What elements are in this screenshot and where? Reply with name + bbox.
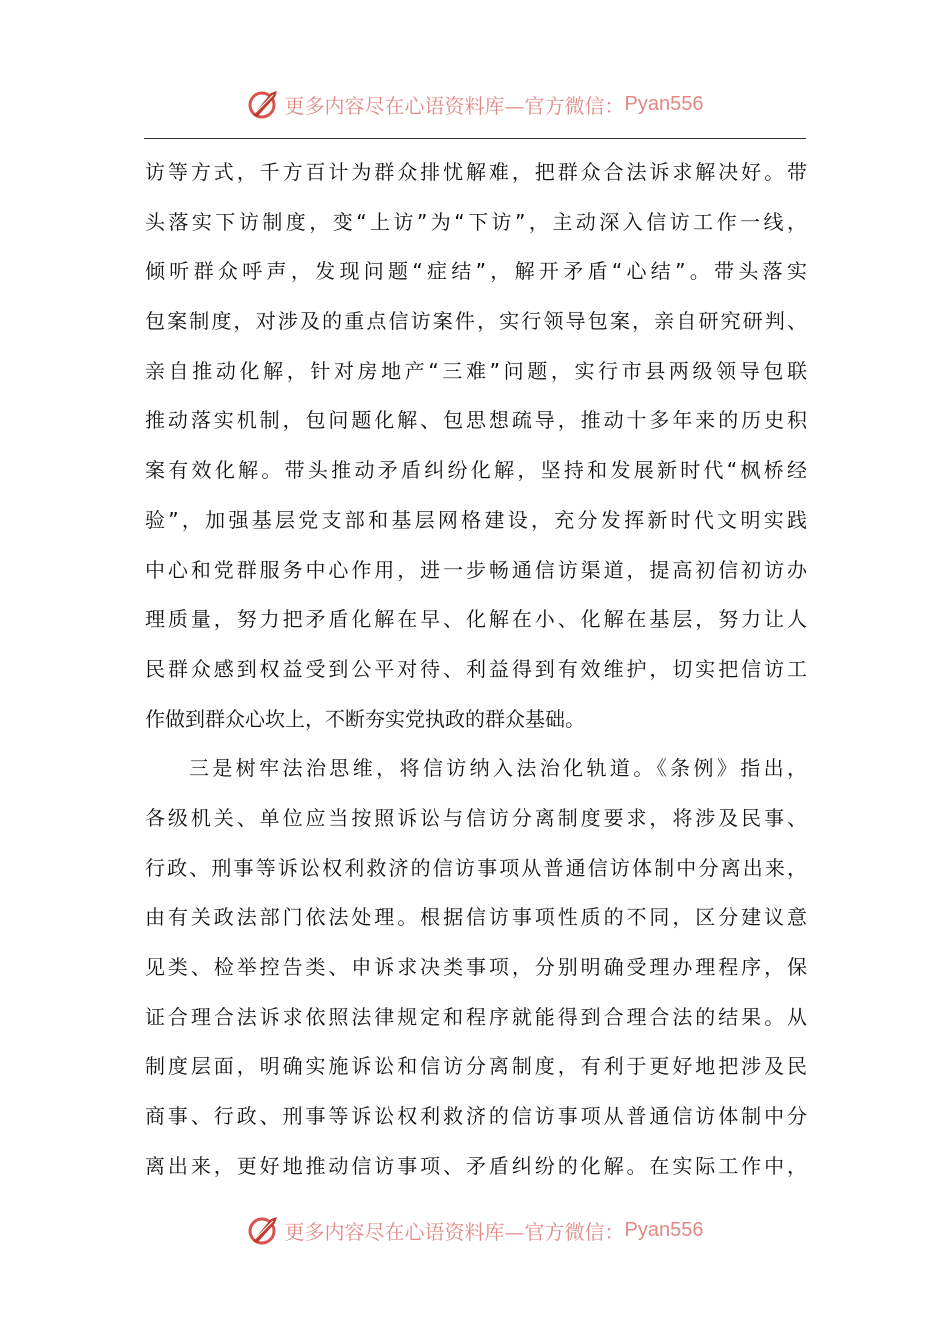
- text-line: 理质量，努力把矛盾化解在早、化解在小、化解在基层，努力让人: [145, 607, 807, 632]
- pen-logo-icon: [247, 87, 281, 121]
- text-line: 行政、刑事等诉讼权利救济的信访事项从普通信访体制中分离出来，: [145, 855, 807, 880]
- text-line: 亲自推动化解，针对房地产“三难”问题，实行市县两级领导包联: [145, 358, 807, 383]
- text-line: 证合理合法诉求依照法律规定和程序就能得到合理合法的结果。从: [145, 1004, 807, 1029]
- text-line: 案有效化解。带头推动矛盾纠纷化解，坚持和发展新时代“枫桥经: [145, 458, 807, 483]
- text-line: 见类、检举控告类、申诉求决类事项，分别明确受理办理程序，保: [145, 955, 807, 979]
- text-line: 推动落实机制，包问题化解、包思想疏导，推动十多年来的历史积: [145, 408, 807, 433]
- text-line: 各级机关、单位应当按照诉讼与信访分离制度要求，将涉及民事、: [145, 805, 807, 830]
- pen-logo-icon: [247, 1213, 281, 1247]
- header-wechat-id: Pyan556: [624, 92, 704, 115]
- text-line: 中心和党群服务中心作用，进一步畅通信访渠道，提高初信初访办: [145, 557, 807, 582]
- text-line: 头落实下访制度，变“上访”为“下访”，主动深入信访工作一线，: [145, 209, 807, 234]
- text-line: 民群众感到权益受到公平对待、利益得到有效维护，切实把信访工: [145, 656, 807, 681]
- text-line: 验”，加强基层党支部和基层网格建设，充分发挥新时代文明实践: [145, 507, 807, 532]
- text-line: 包案制度，对涉及的重点信访案件，实行领导包案，亲自研究研判、: [145, 309, 807, 334]
- footer-text: 更多内容尽在心语资料库—官方微信：: [284, 1219, 625, 1244]
- text-line: 作做到群众心坎上，不断夯实党执政的群众基础。: [145, 706, 585, 731]
- text-line: 访等方式，千方百计为群众排忧解难，把群众合法诉求解决好。带: [145, 160, 807, 184]
- document-body: [145, 152, 807, 1195]
- footer-banner: [0, 1210, 950, 1250]
- header-banner: [0, 84, 950, 124]
- text-line: 商事、行政、刑事等诉讼权利救济的信访事项从普通信访体制中分: [145, 1104, 807, 1129]
- header-text: 更多内容尽在心语资料库—官方微信：: [284, 93, 625, 118]
- text-line: 由有关政法部门依法处理。根据信访事项性质的不同，区分建议意: [145, 905, 807, 930]
- header-divider: [144, 138, 806, 139]
- paragraph-start-line: 三是树牢法治思维，将信访纳入法治化轨道。《条例》指出，: [189, 756, 807, 781]
- text-line: 倾听群众呼声，发现问题“症结”，解开矛盾“心结”。带头落实: [145, 259, 807, 284]
- text-line: 制度层面，明确实施诉讼和信访分离制度，有利于更好地把涉及民: [145, 1054, 807, 1079]
- footer-wechat-id: Pyan556: [624, 1218, 704, 1241]
- text-line: 离出来，更好地推动信访事项、矛盾纠纷的化解。在实际工作中，: [145, 1153, 807, 1178]
